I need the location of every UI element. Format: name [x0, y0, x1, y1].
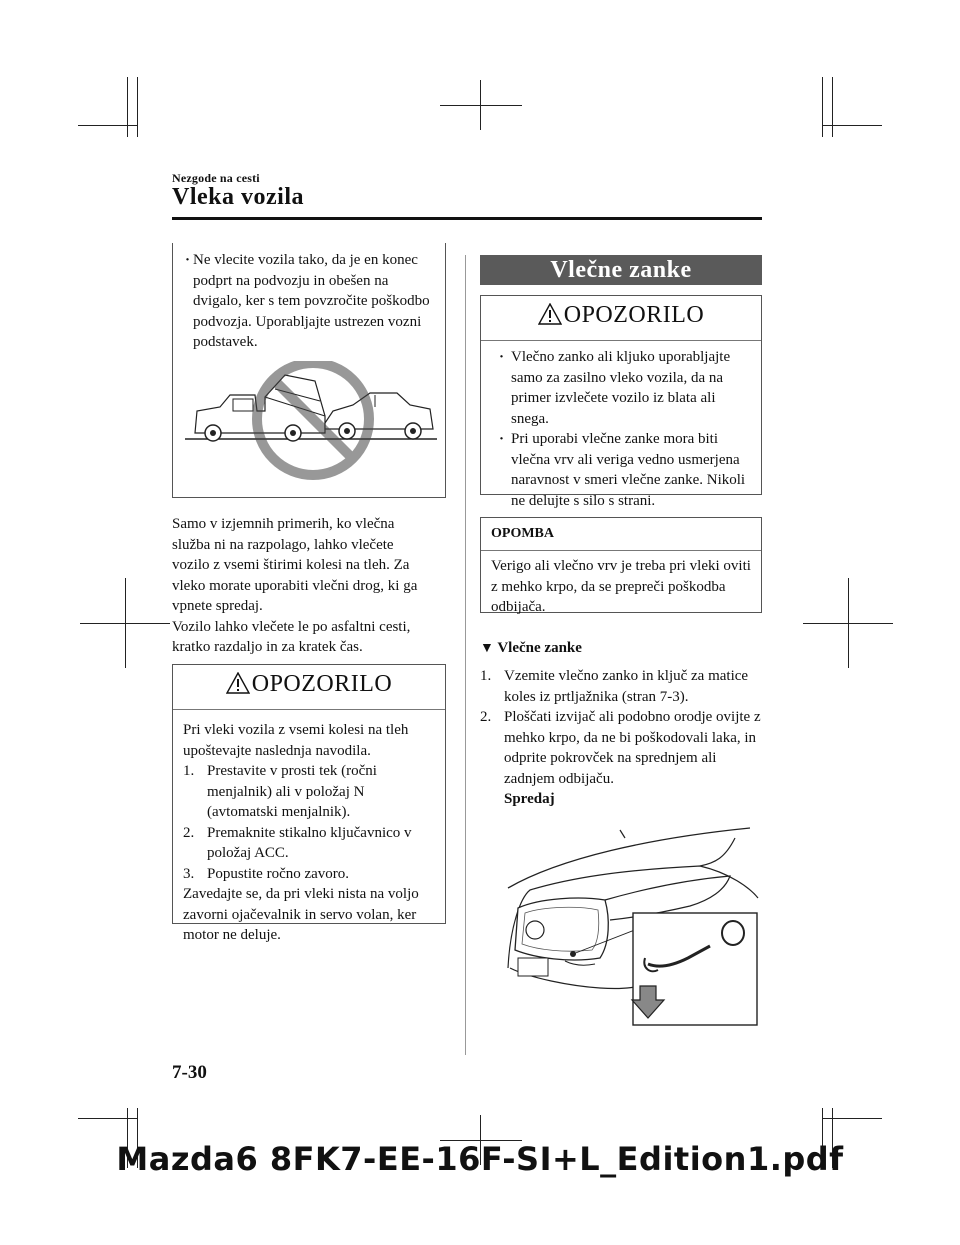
bullet-item: · Ne vlecite vozila tako, da je en konec podprt na podvozju in obešen na dvigalo, ker s tem povzročite poškodbo podvozja. Uporabljajte ustrezen vozni podstavek. — [185, 252, 430, 350]
body-line: kratko razdaljo in za kratek čas. — [172, 639, 363, 655]
warning-bullet: · Pri uporabi vlečne zanke mora biti vlečna vrv ali veriga vedno usmerjena naravnost v smeri vlečne zanke. Nikoli ne delujte s silo s strani. — [499, 431, 746, 509]
no-dolly-tow-illustration — [175, 361, 445, 486]
warning-outro: Zavedajte se, da pri vleki nista na voljo zavorni ojačevalnik in servo volan, ker motor ne deluje. — [183, 886, 419, 943]
car-front-illustration — [500, 818, 762, 1028]
body-line: služba ni na razpolago, lahko vlečete — [172, 536, 394, 553]
warning-header — [481, 296, 761, 341]
triangle-down-icon: ▼ — [480, 641, 494, 656]
page-title: Vleka vozila — [172, 184, 304, 210]
section-banner: Vlečne zanke — [480, 255, 762, 285]
note-text: Verigo ali vlečno vrv je treba pri vleki oviti z mehko krpo, da se prepreči poškodba odbijača. — [491, 558, 751, 615]
column-divider — [465, 255, 466, 1055]
warning-header — [173, 665, 445, 710]
procedure-step: 2. Ploščati izvijač ali podobno orodje ovijte z mehko krpo, da ne bi poškodovali laka, in odprite pokrovček na sprednjem ali zadnjem odbijaču. — [480, 709, 761, 787]
front-label: Spredaj — [504, 791, 555, 807]
warning-intro: Pri vleki vozila z vsemi kolesi na tleh upoštevajte naslednja navodila. — [183, 722, 409, 759]
watermark: Mazda6 8FK7-EE-16F-SI+L_Edition1.pdf — [116, 1140, 844, 1178]
body-line: Vozilo lahko vlečete le po asfaltni cesti, — [172, 618, 411, 635]
body-line: vozilo z vsemi štirimi kolesi na tleh. Za — [172, 557, 410, 573]
body-line: Samo v izjemnih primerih, ko vlečna — [172, 516, 395, 532]
body-text — [172, 514, 452, 658]
page-number: 7-30 — [172, 1062, 207, 1083]
warning-triangle-icon — [226, 672, 250, 701]
warning-step: 3. Popustite ročno zavoro. — [183, 865, 350, 882]
note-box — [480, 517, 762, 613]
procedure-steps — [480, 666, 762, 810]
warning-triangle-icon — [538, 303, 562, 332]
warning-bullet: · Vlečno zanko ali kljuko uporabljajte samo za zasilno vleko vozila, da na primer izvlečete vozilo iz blata ali snega. — [499, 349, 731, 427]
header-rule — [172, 217, 762, 220]
tow-warning-box — [172, 243, 446, 498]
warning-step: 2. Premaknite stikalno ključavnico v položaj ACC. — [183, 824, 412, 861]
body-line: vpnete spredaj. — [172, 598, 263, 614]
body-line: vleko morate uporabiti vlečni drog, ki ga — [172, 577, 418, 594]
procedure-step: 1. Vzemite vlečno zanko in ključ za matice koles iz prtljažnika (stran 7-3). — [480, 668, 749, 705]
warning-title: OPOZORILO — [563, 302, 705, 328]
warning-box-right — [480, 295, 762, 509]
subheading: ▼ Vlečne zanke — [480, 640, 582, 656]
note-title: OPOMBA — [481, 518, 761, 551]
warning-title: OPOZORILO — [251, 671, 393, 697]
warning-step: 1. Prestavite v prosti tek (ročni menjalnik) ali v položaj N (avtomatski menjalnik). — [183, 763, 377, 820]
warning-box — [172, 664, 446, 943]
bullet-text: Ne vlecite vozila tako, da je en konec podprt na podvozju in obešen na dvigalo, ker s tem povzročite poškodbo podvozja. Uporabljajte ustrezen vozni podstavek. — [193, 252, 430, 350]
section-label: Nezgode na cesti — [172, 171, 260, 185]
